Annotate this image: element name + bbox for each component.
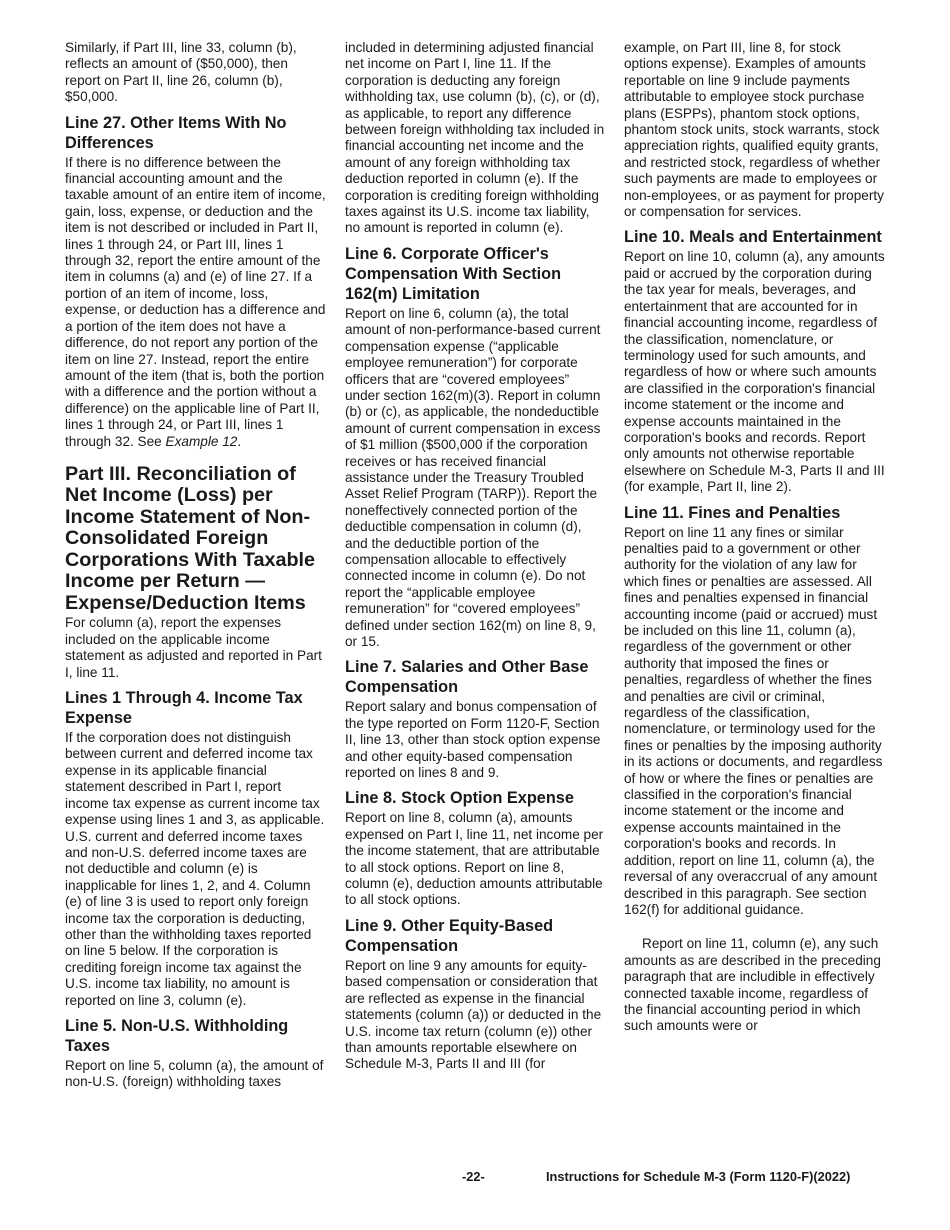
paragraph-line-10: Report on line 10, column (a), any amounts paid or accrued by the corporation during the tax year for meals, beverages, and entertainment that are accounted for in financial accounting income, regardless of the classification, nomenclature, or terminology used for such amounts, and regardless of how or where such amounts are classified in the corporation's financial income statement or the income and expense accounts maintained in the corporation's books and records. Report only amounts not otherwise reportable elsewhere on Schedule M-3, Parts II and III (for example, Part II, line 2). [624, 249, 885, 495]
heading-part-3: Part III. Reconciliation of Net Income (Loss) per Income Statement of Non-Consolidated Foreign Corporations With Taxable Income per Return — Expense/Deduction Items [65, 462, 316, 614]
column-right [624, 40, 886, 1035]
paragraph-part-3: For column (a), report the expenses included on the applicable income statement as adjusted and reported in Part I, line 11. [65, 615, 322, 680]
paragraph-line-6: Report on line 6, column (a), the total amount of non-performance-based current compensation expense (“applicable employee remuneration”) for corporate officers that are “covered employees” under section 162(m)(3). Report in column (b) or (c), as applicable, the nondeductible amount of current compensation in excess of $1 million ($500,000 if the corporation receives or has received financial assistance under the Treasury Troubled Asset Relief Program (TARP)). Report the noneffectively connected portion of the deductible compensation in column (d), and the deductible portion of the compensation allocable to effectively connected income in column (e). Do not report the “applicable employee remuneration” for “covered employees” defined under section 162(m) on line 8, 9, or 15. [345, 305, 601, 649]
heading-line-7: Line 7. Salaries and Other Base Compensation [345, 658, 589, 697]
paragraph-line-5: Report on line 5, column (a), the amount of non-U.S. (foreign) withholding taxes [65, 1057, 324, 1090]
heading-lines-1-4: Lines 1 Through 4. Income Tax Expense [65, 689, 303, 728]
column-middle [345, 40, 607, 1073]
paragraph: Similarly, if Part III, line 33, column (b), reflects an amount of ($50,000), then report on Part II, line 26, column (b), $50,000. [65, 40, 297, 105]
paragraph-line-11-second: Report on line 11, column (e), any such amounts as are described in the preceding paragraph that are includible in effectively connected taxable income, regardless of the financial accounting period in which such amounts were or [624, 936, 881, 1034]
paragraph-line-9-continued: example, on Part III, line 8, for stock options expense). Examples of amounts reportable on line 9 include payments attributable to employee stock purchase plans (ESPPs), phantom stock options, phantom stock units, stock warrants, stock appreciation rights, qualified equity grants, and restricted stock, regardless of whether such payments are made to employees or non-employees, or as payment for property or compensation for services. [624, 40, 884, 220]
heading-line-8: Line 8. Stock Option Expense [345, 789, 574, 808]
paragraph-text: . [237, 433, 242, 449]
heading-line-9: Line 9. Other Equity-Based Compensation [345, 916, 554, 955]
paragraph-line-11: Report on line 11 any fines or similar penalties paid to a government or other authority for the violation of any law for which fines or penalties are assessed. All fines and penalties expensed in financial accounting income (paid or accrued) must be included on this line 11, column (a), regardless of the government or other authority that imposed the fines or penalties, regardless of whether the fines and penalties are civil or criminal, regardless of the classification, nomenclature, or terminology used for the fines or penalties by the imposing authority in its actions or documents, and regardless of how or where the fines or penalties are classified in the corporation's financial income statement or the income and expense accounts maintained in the corporation's books and records. In addition, report on line 11, column (a), the reversal of any overaccrual of any amount described in this paragraph. See section 162(f) for additional guidance. [624, 524, 883, 917]
paragraph-line-8: Report on line 8, column (a), amounts expensed on Part I, line 11, net income per the income statement, that are attributable to all stock options. Report on line 8, column (e), deduction amounts attributable to all stock options. [345, 810, 604, 908]
document-title: Instructions for Schedule M-3 (Form 1120-F)(2022) [546, 1169, 851, 1184]
paragraph-lines-1-4: If the corporation does not distinguish between current and deferred income tax expense in its applicable financial statement described in Part I, report income tax expense as current income tax expense using lines 1 and 3, as applicable. U.S. current and deferred income taxes and non-U.S. deferred income taxes are not deductible and column (e) is inapplicable for lines 1, 2, and 4. Column (e) of line 3 is used to report only foreign income tax the corporation is deducting, other than the withholding taxes reported on line 5 below. If the corporation is crediting foreign income tax against the U.S. income tax liability, no amount is reported on line 3, column (e). [65, 730, 325, 1008]
paragraph-line-9: Report on line 9 any amounts for equity-based compensation or consideration that are reflected as expense in the financial statements (column (a)) or deducted in the U.S. income tax return (column (e)) other than amounts reportable elsewhere on Schedule M-3, Parts II and III (for [345, 957, 602, 1072]
paragraph-line-7: Report salary and bonus compensation of the type reported on Form 1120-F, Section II, line 13, other than stock option expense and other equity-based compensation reported on lines 8 and 9. [345, 699, 601, 781]
column-left [65, 40, 327, 1091]
heading-line-5: Line 5. Non-U.S. Withholding Taxes [65, 1016, 289, 1055]
paragraph-line-5-continued: included in determining adjusted financial net income on Part I, line 11. If the corporation is deducting any foreign withholding tax, use column (b), (c), or (d), as applicable, to report any difference between foreign withholding tax included in financial accounting net income and the amount of any foreign withholding tax deduction reported in column (e). If the corporation is crediting foreign withholding taxes against its U.S. income tax liability, no amount is reported in column (e). [345, 40, 605, 236]
heading-line-27: Line 27. Other Items With No Differences [65, 113, 287, 152]
heading-line-10: Line 10. Meals and Entertainment [624, 228, 882, 247]
page-number: -22- [462, 1169, 485, 1184]
paragraph-line-27 [65, 155, 327, 450]
paragraph-text: If there is no difference between the financial accounting amount and the taxable amount of an entire item of income, gain, loss, expense, or deduction and the item is not described or included in Part II, lines 1 through 24, or Part III, lines 1 through 32, report the entire amount of the item in columns (a) and (e) of line 27. If a portion of an item of income, loss, expense, or deduction has a difference and a portion of the item does not have a difference, do not report any portion of the item on line 27. Instead, report the entire amount of the item (that is, both the portion with a difference and the portion without a difference) on the applicable line of Part II, lines 1 through 24, or Part III, lines 1 through 32. See [65, 154, 326, 449]
example-reference: Example 12 [165, 433, 238, 449]
heading-line-6: Line 6. Corporate Officer's Compensation With Section 162(m) Limitation [345, 244, 562, 303]
heading-line-11: Line 11. Fines and Penalties [624, 503, 841, 522]
